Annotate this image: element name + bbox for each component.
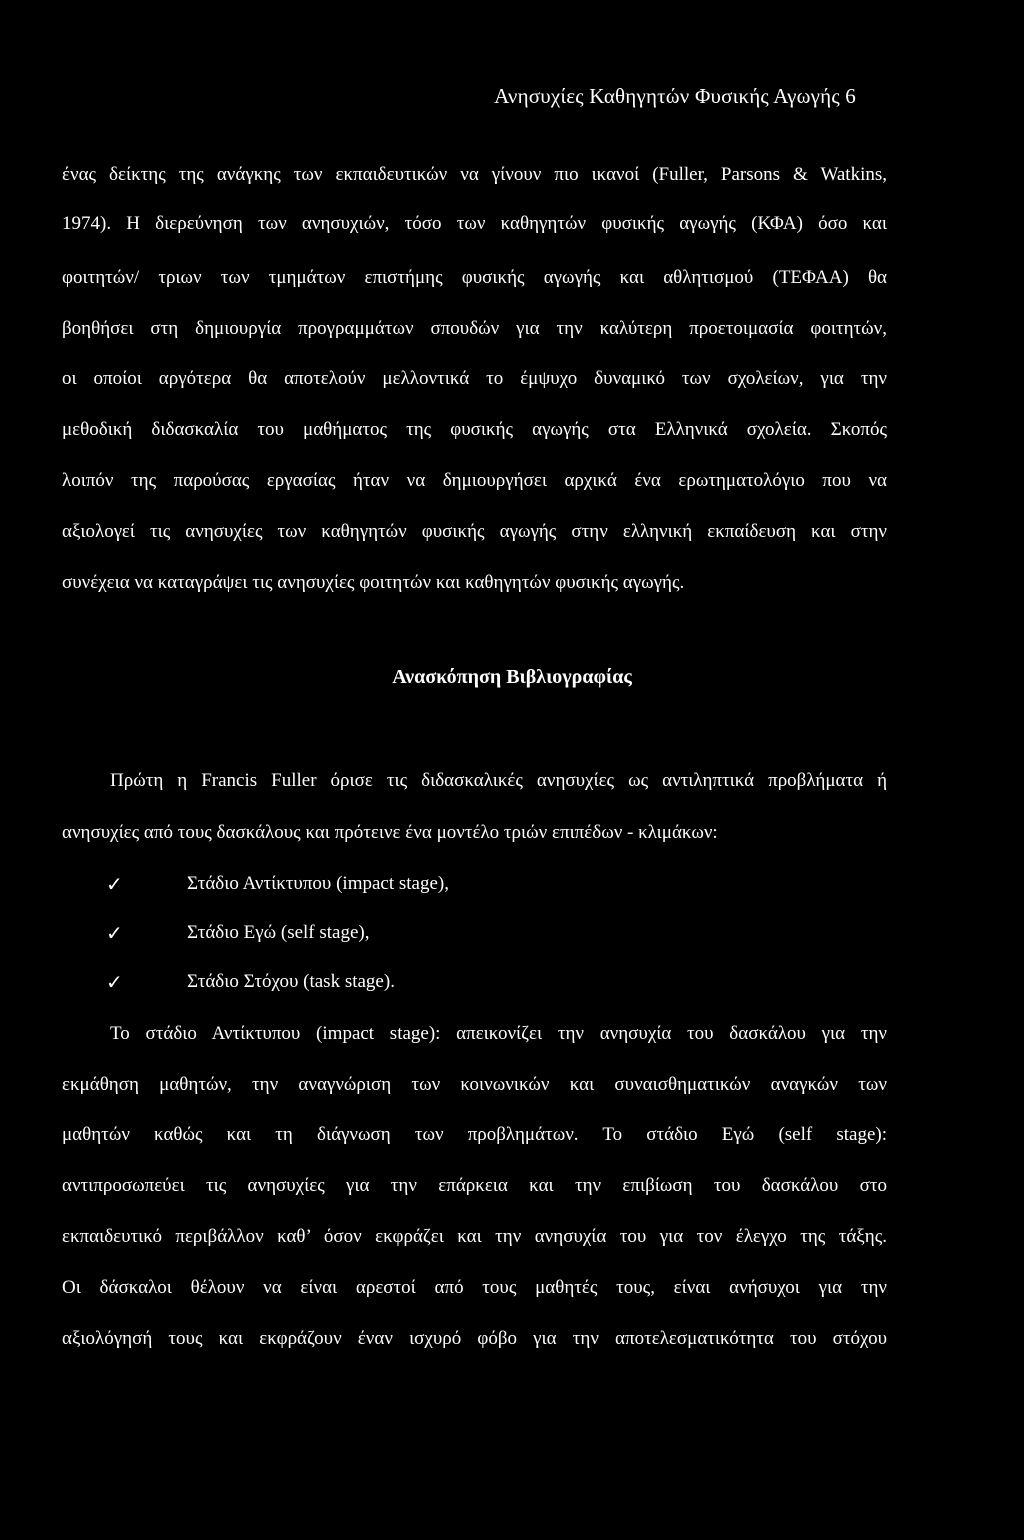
- body-text-line: συνέχεια να καταγράψει τις ανησυχίες φοιτητών και καθηγητών φυσικής αγωγής.: [62, 572, 685, 593]
- body-text-line: λοιπόν της παρούσας εργασίας ήταν να δημιουργήσει αρχικά ένα ερωτηματολόγιο που να: [62, 470, 887, 491]
- body-text-line: αξιολογεί τις ανησυχίες των καθηγητών φυσικής αγωγής στην ελληνική εκπαίδευση και στην: [62, 521, 887, 542]
- checkmark-icon: ✓: [106, 972, 123, 994]
- checkmark-icon: ✓: [106, 874, 123, 896]
- body-text-line: βοηθήσει στη δημιουργία προγραμμάτων σπουδών για την καλύτερη προετοιμασία φοιτητών,: [62, 318, 887, 339]
- body-text-line: 1974). Η διερεύνηση των ανησυχιών, τόσο των καθηγητών φυσικής αγωγής (ΚΦΑ) όσο και: [62, 213, 887, 234]
- body-text-line: ένας δείκτης της ανάγκης των εκπαιδευτικών να γίνουν πιο ικανοί (Fuller, Parsons & Watkins,: [62, 164, 887, 185]
- checkmark-icon: ✓: [106, 923, 123, 945]
- body-text-line: φοιτητών/ τριων των τμημάτων επιστήμης φυσικής αγωγής και αθλητισμού (ΤΕΦΑΑ) θα: [62, 267, 887, 288]
- body-text-line: οι οποίοι αργότερα θα αποτελούν μελλοντικά το έμψυχο δυναμικό των σχολείων, για την: [62, 368, 887, 389]
- body-text-line: Οι δάσκαλοι θέλουν να είναι αρεστοί από τους μαθητές τους, είναι ανήσυχοι για την: [62, 1277, 887, 1298]
- running-header: Ανησυχίες Καθηγητών Φυσικής Αγωγής 6: [494, 84, 856, 108]
- body-text-line: αξιολόγησή τους και εκφράζουν έναν ισχυρό φόβο για την αποτελεσματικότητα του στόχου: [62, 1328, 887, 1349]
- body-text-line: εκμάθηση μαθητών, την αναγνώριση των κοινωνικών και συναισθηματικών αναγκών των: [62, 1074, 887, 1095]
- body-text-line: Πρώτη η Francis Fuller όρισε τις διδασκαλικές ανησυχίες ως αντιληπτικά προβλήματα ή: [110, 770, 887, 791]
- section-heading: Ανασκόπηση Βιβλιογραφίας: [392, 666, 632, 688]
- list-item: Στάδιο Εγώ (self stage),: [187, 922, 370, 943]
- body-text-line: εκπαιδευτικό περιβάλλον καθ’ όσον εκφράζει και την ανησυχία του για τον έλεγχο της τάξης.: [62, 1226, 887, 1247]
- body-text-line: Το στάδιο Αντίκτυπου (impact stage): απεικονίζει την ανησυχία του δασκάλου για την: [110, 1023, 887, 1044]
- list-item: Στάδιο Στόχου (task stage).: [187, 971, 395, 992]
- body-text-line: μαθητών καθώς και τη διάγνωση των προβλημάτων. Το στάδιο Εγώ (self stage):: [62, 1124, 887, 1145]
- body-text-line: ανησυχίες από τους δασκάλους και πρότεινε ένα μοντέλο τριών επιπέδων - κλιμάκων:: [62, 822, 718, 843]
- body-text-line: αντιπροσωπεύει τις ανησυχίες για την επάρκεια και την επιβίωση του δασκάλου στο: [62, 1175, 887, 1196]
- list-item: Στάδιο Αντίκτυπου (impact stage),: [187, 873, 449, 894]
- body-text-line: μεθοδική διδασκαλία του μαθήματος της φυσικής αγωγής στα Ελληνικά σχολεία. Σκοπός: [62, 419, 887, 440]
